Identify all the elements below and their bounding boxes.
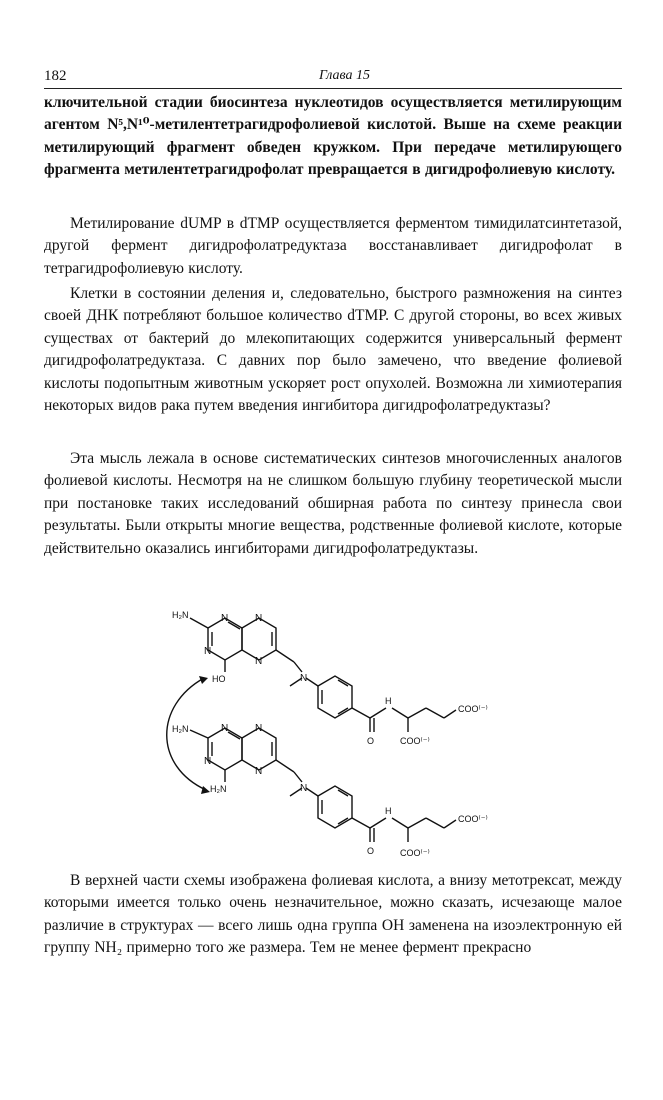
- svg-text:N: N: [255, 613, 263, 624]
- svg-text:N: N: [204, 756, 212, 767]
- benzene-ring: [318, 786, 352, 828]
- svg-text:N: N: [300, 673, 308, 684]
- svg-text:N: N: [221, 613, 229, 624]
- pyrazine-ring: [242, 618, 276, 660]
- page-number: 182: [44, 68, 67, 84]
- svg-text:N: N: [204, 646, 212, 657]
- arrow-head-bottom-icon: [201, 786, 210, 794]
- amide-h-label: H: [385, 696, 392, 706]
- paragraph-2: Метилирование dUMP в dTMP осуществляется ферментом тимидилатсинтетазой, другой фермент дигидрофолатредуктаза восстанавливает дигидрофолат в тетрагидрофолиевую кислоту.: [44, 215, 622, 277]
- carboxylate-label-2: COO⁽⁻⁾: [400, 736, 430, 746]
- carbonyl-o-label: O: [367, 736, 375, 746]
- paragraph-3: Клетки в состоянии деления и, следовательно, быстрого размножения на синтез своей ДНК потребляют большое количество dTMP. С другой стороны, во всех живых существах от бактерий до млекопитающих содержится универсальный фермент дигидрофолатредуктаза. С давних пор было замечено, что введение фолиевой кислоты подопытным животным ускоряет рост опухолей. Возможна ли химиотерапия некоторых видов рака путем введения ингибитора дигидрофолатредуктазы?: [44, 285, 622, 415]
- svg-text:N: N: [255, 766, 263, 777]
- chemical-structure-figure: [160, 606, 520, 870]
- amide-h-label: H: [385, 806, 392, 816]
- folic-acid-structure: [172, 610, 488, 746]
- amine-substituent-label: H₂N: [210, 784, 227, 794]
- hydroxyl-label: HO: [212, 674, 226, 684]
- carboxylate-label-1: COO⁽⁻⁾: [458, 704, 488, 714]
- pyrimidine-ring: [208, 728, 242, 770]
- amino-label: H₂N: [172, 724, 189, 734]
- pyrazine-ring: [242, 728, 276, 770]
- paragraph-1: ключительной стадии биосинтеза нуклеотидов осуществляется метилирующим агентом N⁵,N¹⁰-метилентетрагидрофолиевой кислотой. Выше на схеме реакции метилирующий фрагмент обведен кружком. При передаче метилирующего фрагмента метилентетрагидрофолат превращается в дигидрофолиевую кислоту.: [44, 94, 622, 179]
- paragraph-5: В верхней части схемы изображена фолиевая кислота, а внизу метотрексат, между которыми имеется только очень незначительное, можно сказать, исчезающе малое различие в структурах — всего лишь одна группа OH заменена на изоэлектронную ей группу NH₂ примерно того же размера. Тем не менее фермент прекрасно: [44, 872, 622, 957]
- benzene-ring: [318, 676, 352, 718]
- carboxylate-label-1: COO⁽⁻⁾: [458, 814, 488, 824]
- carbonyl-o-label: O: [367, 846, 375, 856]
- pyrimidine-ring: [208, 618, 242, 660]
- page-header: [44, 68, 622, 90]
- header-rule: [44, 88, 622, 89]
- paragraph-4: Эта мысль лежала в основе систематических синтезов многочисленных аналогов фолиевой кислоты. Несмотря на не слишком большую глубину теоретической мысли при постановке таких исследований обширная работа по синтезу принесла свои результаты. Были открыты многие вещества, родственные фолиевой кислоте, которые действительно оказались ингибиторами дигидрофолатредуктазы.: [44, 450, 622, 557]
- carboxylate-label-2: COO⁽⁻⁾: [400, 848, 430, 858]
- methotrexate-structure: [172, 723, 488, 858]
- svg-text:N: N: [221, 723, 229, 734]
- amino-label: H₂N: [172, 610, 189, 620]
- svg-text:N: N: [300, 783, 308, 794]
- svg-text:N: N: [255, 723, 263, 734]
- chapter-title: Глава 15: [319, 68, 370, 83]
- svg-text:N: N: [255, 656, 263, 667]
